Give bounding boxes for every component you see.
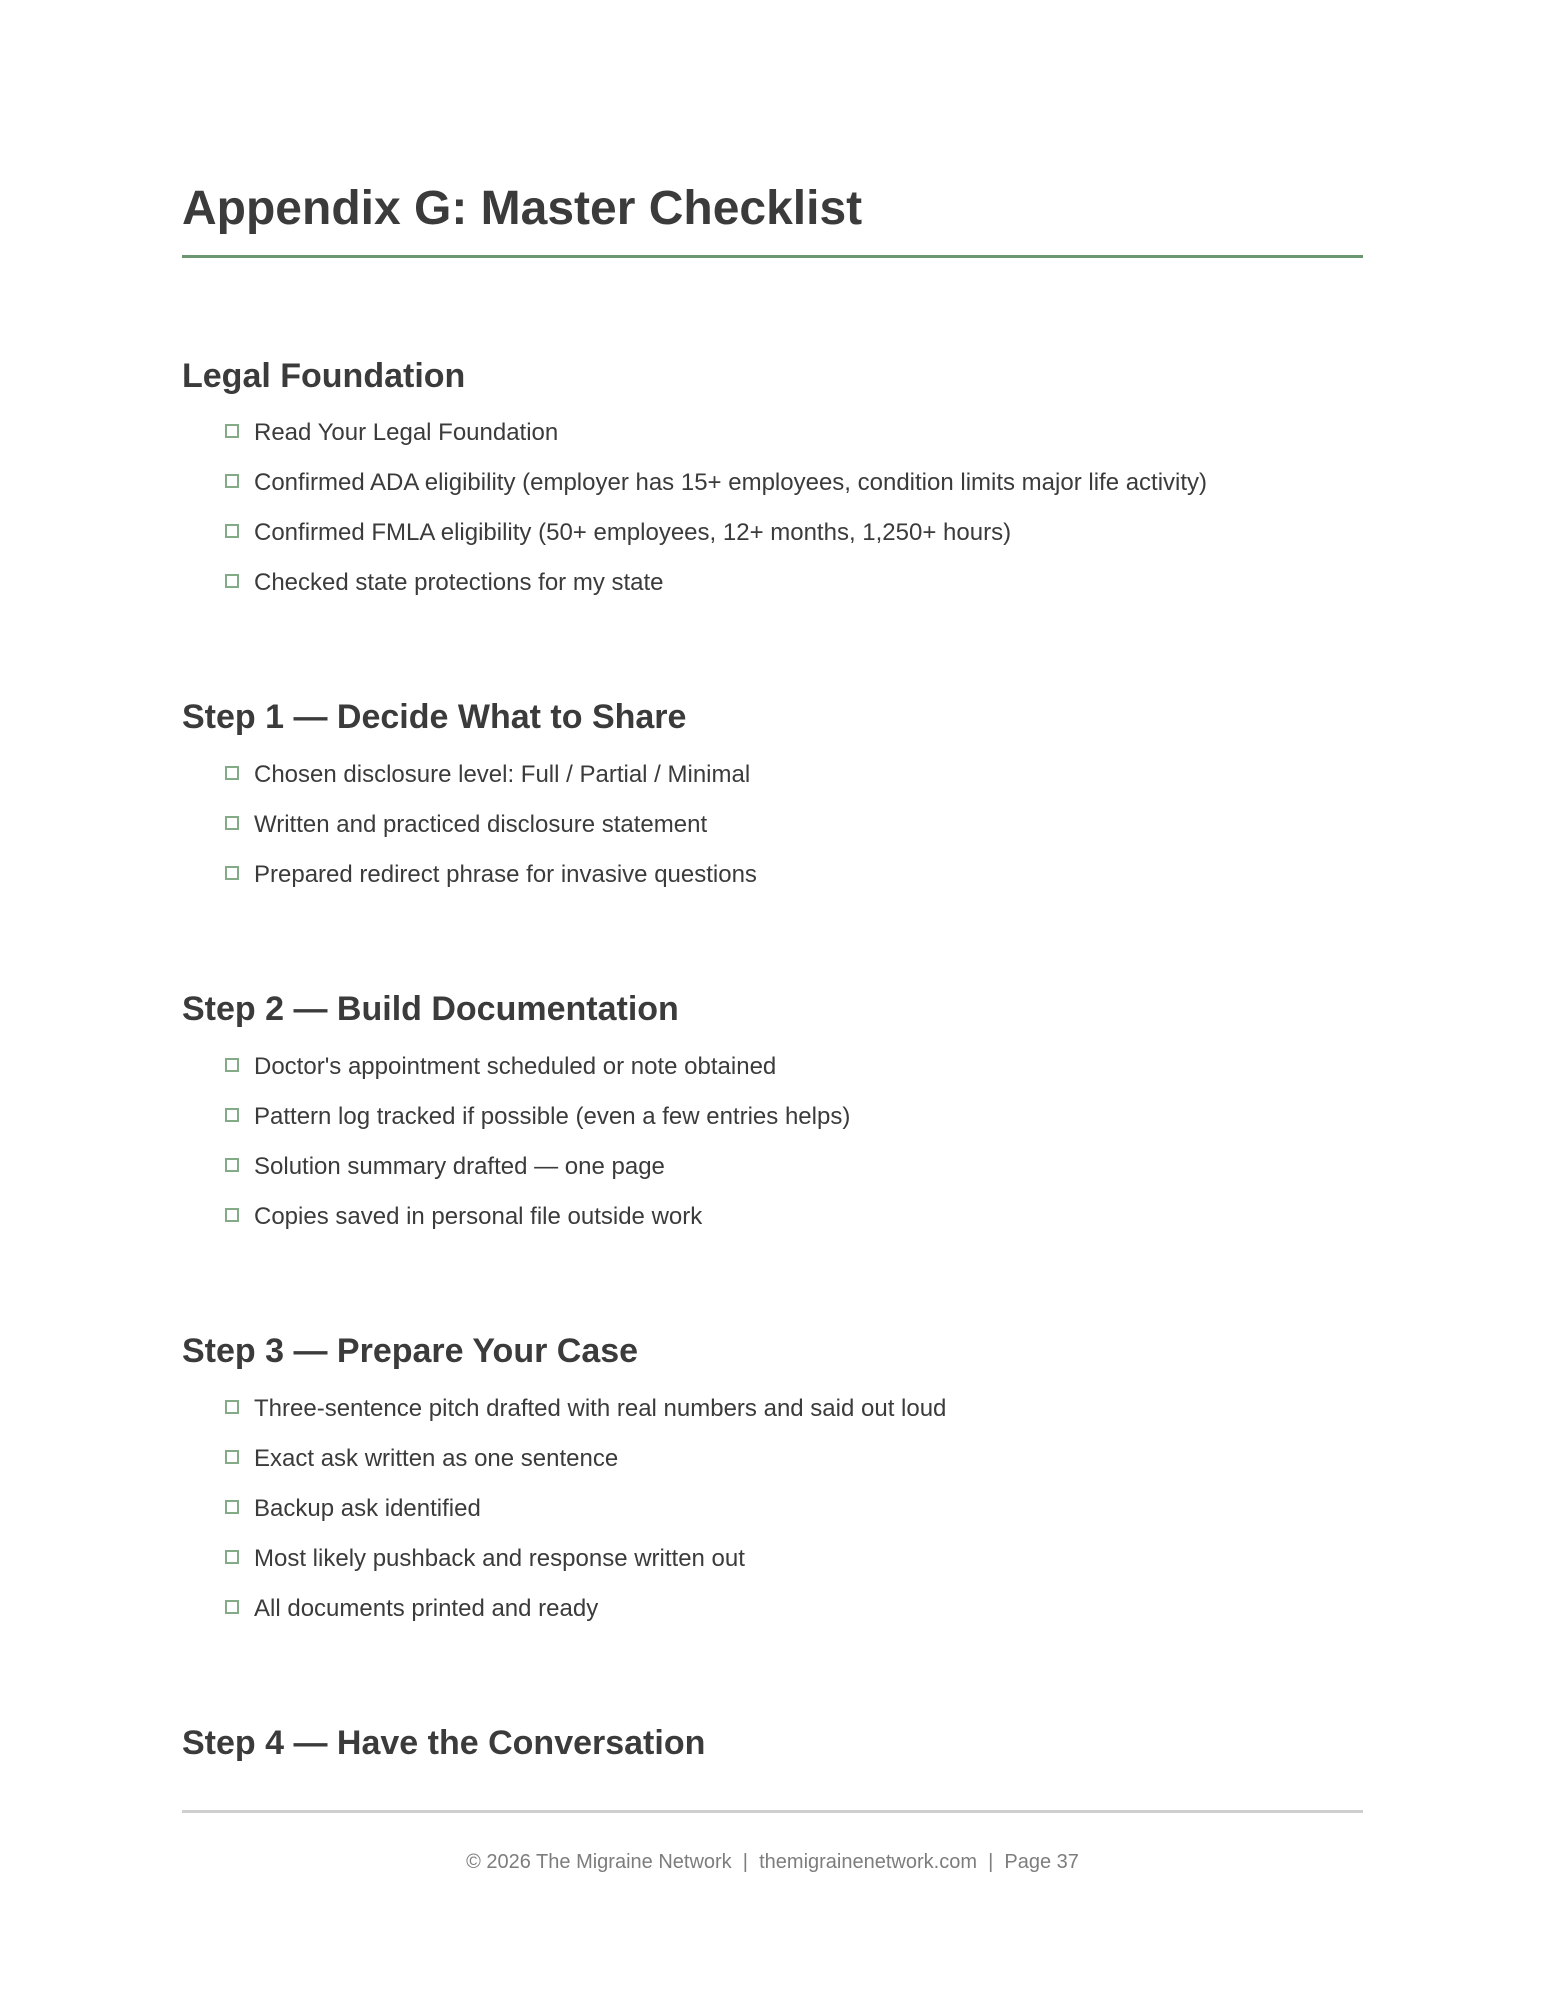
checklist-item [182, 516, 1363, 549]
section-legal-foundation [182, 356, 1363, 600]
checklist-item [182, 416, 1363, 449]
checkbox-icon [225, 424, 239, 438]
checklist-item [182, 1492, 1363, 1525]
checkbox-icon [225, 1450, 239, 1464]
checkbox-icon [225, 1400, 239, 1414]
section-step-3 [182, 1331, 1363, 1625]
checkbox-icon [225, 1208, 239, 1222]
section-step-2 [182, 989, 1363, 1233]
section-step-1 [182, 697, 1363, 891]
title-divider [182, 255, 1363, 258]
checklist-item [182, 466, 1363, 499]
checklist-item [182, 1542, 1363, 1575]
checklist-item-label: Prepared redirect phrase for invasive questions [254, 861, 757, 889]
checkbox-icon [225, 1158, 239, 1172]
section-heading-legal-foundation: Legal Foundation [182, 356, 466, 395]
footer-text: © 2026 The Migraine Network | themigrainenetwork.com | Page 37 [466, 1850, 1079, 1873]
footer-divider [182, 1810, 1363, 1813]
checklist-item [182, 1200, 1363, 1233]
checklist-item-label: Confirmed ADA eligibility (employer has 15+ employees, condition limits major life activity) [254, 469, 1208, 497]
checklist-item-label: Written and practiced disclosure statement [254, 811, 708, 839]
checklist-item [182, 566, 1363, 599]
checkbox-icon [225, 1108, 239, 1122]
section-heading-step-3: Step 3 — Prepare Your Case [182, 1331, 639, 1370]
checkbox-icon [225, 524, 239, 538]
checkbox-icon [225, 1500, 239, 1514]
checklist-item-label: Read Your Legal Foundation [254, 419, 559, 447]
checkbox-icon [225, 1550, 239, 1564]
section-heading-step-1: Step 1 — Decide What to Share [182, 698, 687, 737]
checklist-item-label: Confirmed FMLA eligibility (50+ employees, 12+ months, 1,250+ hours) [254, 519, 1012, 547]
checklist-item [182, 808, 1363, 841]
section-heading-step-2: Step 2 — Build Documentation [182, 990, 679, 1029]
checklist-item [182, 1050, 1363, 1083]
checklist-item [182, 1592, 1363, 1625]
checkbox-icon [225, 766, 239, 780]
checklist-item-label: Chosen disclosure level: Full / Partial / Minimal [254, 761, 751, 789]
checkbox-icon [225, 816, 239, 830]
checklist-item-label: Copies saved in personal file outside work [254, 1202, 703, 1230]
checklist-item-label: All documents printed and ready [254, 1594, 599, 1622]
checkbox-icon [225, 574, 239, 588]
checklist-item [182, 758, 1363, 791]
checklist-item-label: Exact ask written as one sentence [254, 1444, 619, 1472]
checkbox-icon [225, 474, 239, 488]
checklist-item [182, 1100, 1363, 1133]
checkbox-icon [225, 1600, 239, 1614]
checkbox-icon [225, 866, 239, 880]
checklist-item-label: Backup ask identified [254, 1494, 481, 1522]
checklist-item-label: Checked state protections for my state [254, 569, 664, 597]
checklist-item-label: Pattern log tracked if possible (even a few entries helps) [254, 1102, 851, 1130]
checklist-item [182, 1442, 1363, 1475]
section-heading-step-4: Step 4 — Have the Conversation [182, 1723, 706, 1762]
page-title: Appendix G: Master Checklist [182, 182, 863, 235]
checklist-item-label: Most likely pushback and response written out [254, 1544, 745, 1572]
checkbox-icon [225, 1058, 239, 1072]
section-step-4 [182, 1723, 1363, 1764]
checklist-item-label: Doctor's appointment scheduled or note obtained [254, 1052, 777, 1080]
checklist-item [182, 1392, 1363, 1425]
checklist-item [182, 1150, 1363, 1183]
checklist-item-label: Three-sentence pitch drafted with real numbers and said out loud [254, 1394, 947, 1422]
checklist-item [182, 858, 1363, 891]
checklist-item-label: Solution summary drafted — one page [254, 1152, 665, 1180]
